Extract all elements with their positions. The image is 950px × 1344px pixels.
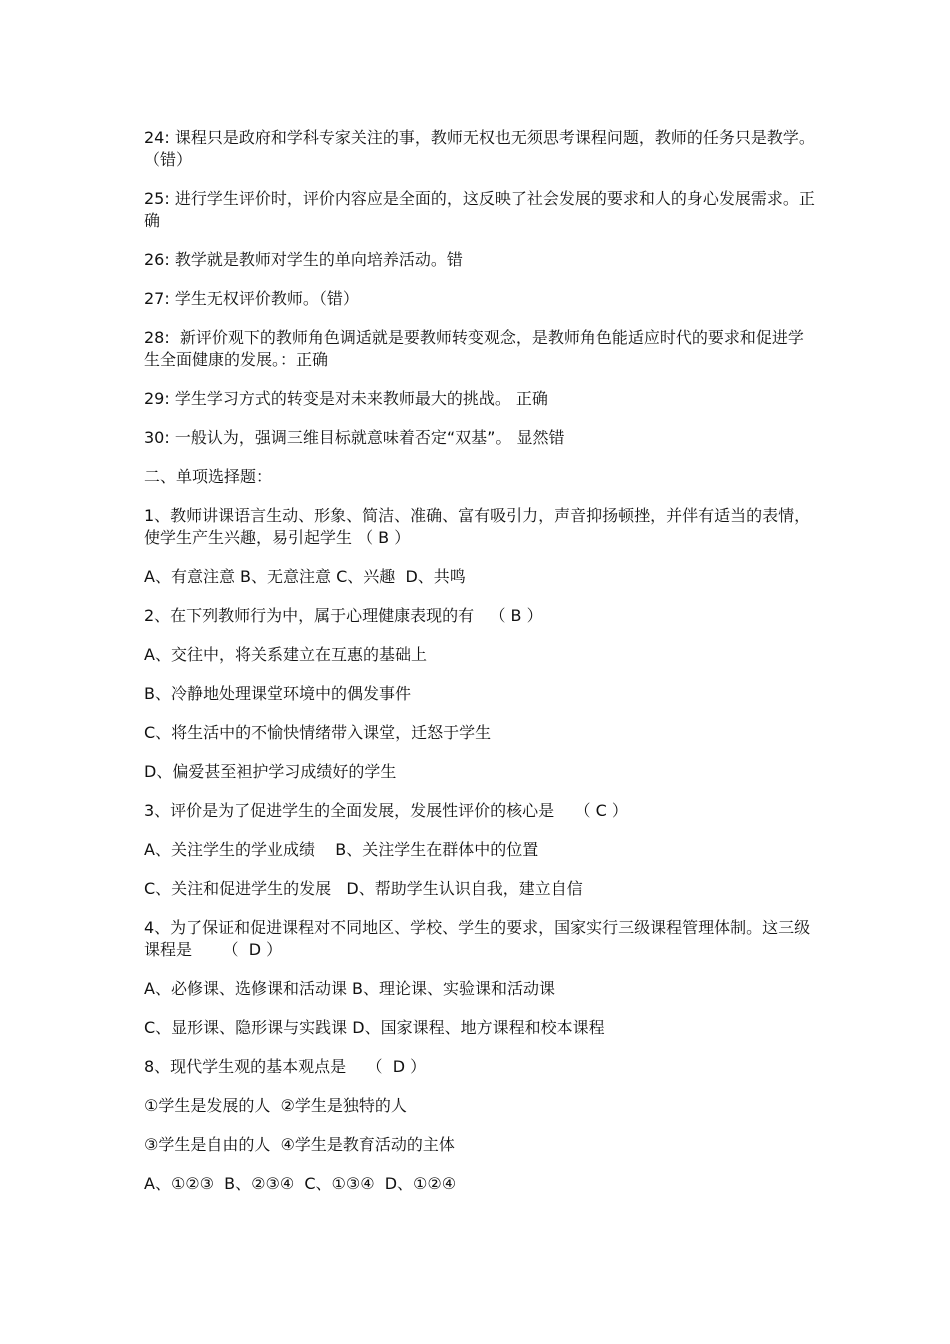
- paragraph-q29: 29: 学生学习方式的转变是对未来教师最大的挑战。 正确: [144, 389, 548, 408]
- paragraph-mc1: 1、教师讲课语言生动、形象、简洁、准确、富有吸引力，声音抑扬顿挫，并伴有适当的表情，使学生产生兴趣，易引起学生 （ B ）: [144, 506, 811, 547]
- paragraph-q27: 27: 学生无权评价教师。（错）: [144, 289, 359, 308]
- paragraph-mc8-options: A、①②③ B、②③④ C、①③④ D、①②④: [144, 1174, 457, 1193]
- paragraph-q30: 30: 一般认为，强调三维目标就意味着否定“双基”。 显然错: [144, 428, 565, 447]
- paragraph-q24: 24: 课程只是政府和学科专家关注的事，教师无权也无须思考课程问题，教师的任务只是教学。（错）: [144, 128, 815, 169]
- paragraph-mc4-options-ab: A、必修课、选修课和活动课 B、理论课、实验课和活动课: [144, 979, 556, 998]
- paragraph-q25: 25: 进行学生评价时，评价内容应是全面的，这反映了社会发展的要求和人的身心发展需求。正确: [144, 189, 815, 230]
- section-heading-single-choice: 二、单项选择题：: [144, 467, 273, 486]
- paragraph-mc8-statements-12: ①学生是发展的人 ②学生是独特的人: [144, 1096, 407, 1115]
- paragraph-q26: 26: 教学就是教师对学生的单向培养活动。错: [144, 250, 463, 269]
- paragraph-mc4: 4、为了保证和促进课程对不同地区、学校、学生的要求，国家实行三级课程管理体制。这三级课程是 （ D ）: [144, 918, 811, 959]
- paragraph-mc2-option-b: B、冷静地处理课堂环境中的偶发事件: [144, 684, 411, 703]
- paragraph-mc1-options: A、有意注意 B、无意注意 C、兴趣 D、共鸣: [144, 567, 466, 586]
- paragraph-mc8: 8、现代学生观的基本观点是 （ D ）: [144, 1057, 427, 1076]
- paragraph-mc2-option-d: D、偏爱甚至袒护学习成绩好的学生: [144, 762, 397, 781]
- paragraph-q28: 28: 新评价观下的教师角色调适就是要教师转变观念，是教师角色能适应时代的要求和促进学生全面健康的发展。：正确: [144, 328, 804, 369]
- paragraph-mc2-option-c: C、将生活中的不愉快情绪带入课堂，迁怒于学生: [144, 723, 492, 742]
- paragraph-mc3-options-cd: C、关注和促进学生的发展 D、帮助学生认识自我，建立自信: [144, 879, 583, 898]
- paragraph-mc2-option-a: A、交往中，将关系建立在互惠的基础上: [144, 645, 427, 664]
- paragraph-mc4-options-cd: C、显形课、隐形课与实践课 D、国家课程、地方课程和校本课程: [144, 1018, 605, 1037]
- paragraph-mc3: 3、评价是为了促进学生的全面发展，发展性评价的核心是 （ C ）: [144, 801, 628, 820]
- document-page: [144, 127, 816, 1212]
- paragraph-mc2: 2、在下列教师行为中，属于心理健康表现的有 （ B ）: [144, 606, 543, 625]
- paragraph-mc3-options-ab: A、关注学生的学业成绩 B、关注学生在群体中的位置: [144, 840, 539, 859]
- paragraph-mc8-statements-34: ③学生是自由的人 ④学生是教育活动的主体: [144, 1135, 455, 1154]
